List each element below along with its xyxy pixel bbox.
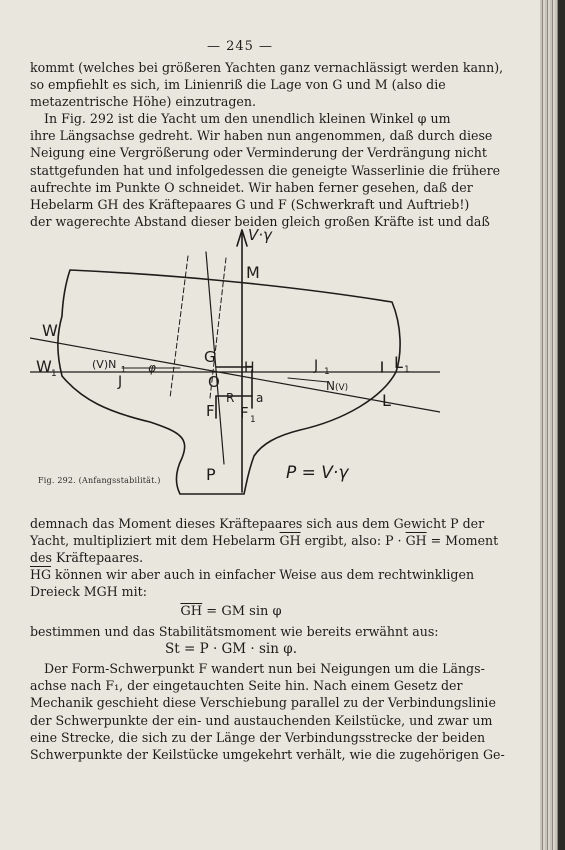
text-line (30, 532, 499, 549)
text-line: metazentrische Höhe) einzutragen. (30, 94, 256, 110)
label-g: G (204, 348, 216, 366)
label-f1-sub: 1 (250, 415, 256, 425)
label-n1-rest: (V) (335, 383, 349, 393)
text-line: bestimmen und das Stabilitätsmoment wie bereits erwähnt aus: (30, 624, 439, 639)
text-line: der Schwerpunkte der ein- und austauchenden Keilstücke, und zwar um (30, 712, 493, 728)
label-p: P (206, 465, 216, 484)
label-p-equation: P = V·γ (286, 463, 349, 483)
figure-caption: Fig. 292. (Anfangsstabilität.) (38, 476, 161, 485)
text-line: demnach das Moment dieses Kräftepaares sich aus dem Gewicht P der (30, 516, 485, 531)
overlined-gh: $\overline{GH}$ (180, 604, 203, 619)
text-segment: können wir aber auch in einfacher Weise aus dem rechtwinkligen (51, 567, 475, 582)
label-l: L (382, 391, 391, 410)
book-cover-edge (558, 0, 565, 850)
label-j1-sub: 1 (324, 367, 330, 377)
paragraph-top (30, 59, 504, 111)
text-line: achse nach F₁, der eingetauchten Seite hin. Nach einem Gesetz der (30, 678, 463, 694)
text-line: des Kräftepaares. (30, 550, 144, 566)
label-j: J (118, 374, 123, 390)
text-line: eine Strecke, die sich zu der Länge der Verbindungsstrecke der beiden (30, 729, 486, 745)
label-v: V·γ (248, 226, 272, 244)
formula-stability: St = P · GM · sin φ. (165, 641, 297, 657)
stability-diagram (30, 222, 440, 512)
text-line: Hebelarm GH des Kräftepaares G und F (Schwerkraft und Auftrieb!) (30, 197, 470, 213)
text-segment: = Moment (426, 533, 499, 549)
text-line: stattgefunden hat und infolgedessen die geneigte Wasserlinie die frühere (30, 162, 501, 178)
overlined-hg: $\overline{HG}$ (30, 567, 52, 582)
text-line: Schwerpunkte der Keilstücke umgekehrt verhält, wie die zugehörigen Ge- (30, 747, 505, 763)
text-line: der wagerechte Abstand dieser beiden gleich großen Kräfte ist und daß (30, 214, 490, 230)
formula-rest: = GM sin φ (202, 604, 282, 619)
label-l1: L (394, 353, 403, 372)
text-line: In Fig. 292 ist die Yacht um den unendlich kleinen Winkel φ um (44, 111, 451, 126)
text-line: aufrechte im Punkte O schneidet. Wir haben ferner gesehen, daß der (30, 179, 473, 195)
overlined-gh: $\overline{GH}$ (405, 533, 427, 549)
formula-gh (30, 604, 432, 619)
label-l1-sub: 1 (404, 365, 410, 375)
paragraph-hg (30, 566, 475, 600)
paragraph-moment (30, 515, 499, 567)
label-h: H (244, 360, 255, 376)
label-w: W (42, 321, 58, 340)
text-line: Dreieck MGH mit: (30, 584, 147, 600)
text-line: kommt (welches bei größeren Yachten ganz vernachlässigt werden kann), (30, 60, 504, 75)
label-o: O (208, 373, 220, 391)
text-line: Neigung eine Vergrößerung oder Verminderung der Verdrängung nicht (30, 145, 487, 161)
hull-outline (58, 270, 400, 494)
text-line: so empfiehlt es sich, im Linienriß die Lage von G und M (also die (30, 77, 446, 93)
label-n1: N (326, 379, 335, 393)
paragraph-last (30, 660, 505, 763)
text-line: Der Form-Schwerpunkt F wandert nun bei Neigungen um die Längs- (44, 661, 485, 676)
label-vn-sub: 1 (121, 365, 127, 374)
label-f: F (206, 402, 215, 420)
label-phi: φ (148, 361, 156, 375)
label-f1: F (240, 404, 249, 422)
text-line: ihre Längsachse gedreht. Wir haben nun angenommen, daß durch diese (30, 128, 493, 144)
text-segment: Yacht, multipliziert mit dem Hebelarm (30, 533, 280, 549)
page-number: — 245 — (206, 39, 274, 54)
overlined-gh: $\overline{GH}$ (279, 533, 301, 549)
text-line: Mechanik geschieht diese Verschiebung parallel zu der Verbindungslinie (30, 695, 496, 711)
line-bestimmen (30, 623, 439, 640)
text-segment: ergibt, also: P · (300, 533, 406, 549)
n1-arrow-line (288, 378, 328, 382)
label-w1: W (36, 357, 52, 376)
label-m: M (246, 263, 260, 282)
label-j1: J (314, 358, 319, 374)
text-line (30, 566, 475, 583)
label-vn: (V)N (92, 358, 117, 371)
label-w1-sub: 1 (51, 369, 57, 379)
figure-292 (30, 222, 440, 512)
label-a: a (256, 391, 264, 405)
paragraph-figure-intro (30, 110, 501, 230)
label-r: R (226, 391, 235, 405)
